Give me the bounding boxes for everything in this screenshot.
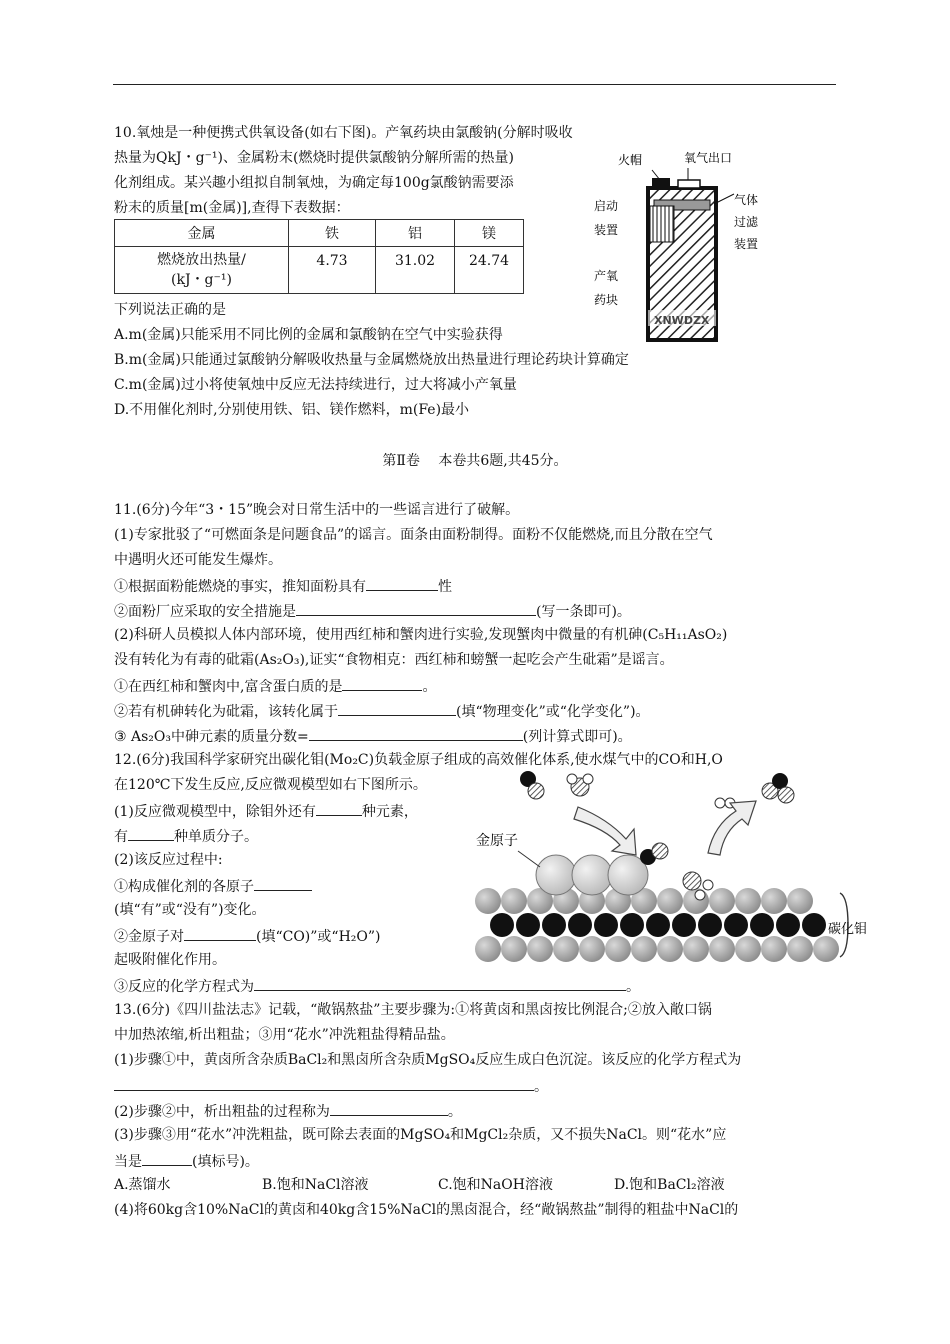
table-cell: 24.74: [455, 247, 524, 294]
q11-1a-suffix: 性: [438, 579, 452, 595]
q13-line-1: 13.(6分)《四川盐法志》记载，“敞锅熬盐”主要步骤为:①将黄卤和黑卤按比例混合;②放入敞口锅: [114, 1002, 712, 1018]
q12-line-3: [114, 801, 418, 821]
answer-blank[interactable]: [142, 1151, 192, 1166]
q13-option-d: D.饱和BaCl₂溶液: [614, 1177, 725, 1193]
header-rule: [113, 84, 836, 85]
q11-line-7: 没有转化为有毒的砒霜(As₂O₃),证实“食物相克：西红柿和螃蟹一起吃会产生砒霜”是谣言。: [114, 652, 674, 668]
q12-line-1: 12.(6分)我国科学家研究出碳化钼(Mo₂C)负载金原子组成的高效催化体系,使水煤气中的CO和H,O: [114, 752, 723, 768]
q13-line-4: [114, 1076, 548, 1096]
q10-option-c: C.m(金属)过小将使氧烛中反应无法持续进行，过大将减小产氧量: [114, 377, 517, 393]
row-label-line-1: 燃烧放出热量/: [157, 252, 246, 268]
label-cap: 火帽: [618, 153, 643, 167]
q12-line-2: 在120℃下发生反应,反应微观模型如右下图所示。: [114, 777, 427, 793]
q11-1b-suffix: (写一条即可)。: [536, 604, 631, 620]
q10-option-a: A.m(金属)只能采用不同比例的金属和氯酸钠在空气中实验获得: [114, 327, 503, 343]
q12-1-suffix: 种元素，: [361, 804, 418, 820]
table-header-cell: 金属: [115, 220, 289, 247]
q12-2c-suffix: 。: [626, 979, 640, 995]
q11-2b-suffix: (填“物理变化”或“化学变化”)。: [456, 704, 650, 720]
q13-2-suffix: 。: [447, 1104, 462, 1120]
arrow-out-icon: [708, 801, 756, 855]
q12-2a-text: ①构成催化剂的各原子: [114, 879, 254, 895]
label-gas: 气体: [734, 193, 759, 207]
q12-line-9: 起吸附催化作用。: [114, 952, 226, 968]
oxygen-candle-diagram: [588, 146, 784, 346]
q11-line-1: 11.(6分)今年“3・15”晚会对日常生活中的一些谣言进行了破解。: [114, 502, 520, 518]
answer-blank[interactable]: [184, 926, 256, 941]
q11-line-4: [114, 576, 452, 596]
answer-blank[interactable]: [330, 1101, 448, 1116]
label-produce: 产氧: [594, 269, 619, 283]
q11-line-6: (2)科研人员模拟人体内部环境，使用西红柿和蟹肉进行实验,发现蟹肉中微量的有机砷(C₅H₁₁AsO₂): [114, 627, 728, 643]
arrow-in-icon: [574, 807, 636, 855]
q13-2-text: (2)步骤②中，析出粗盐的过程称为: [114, 1104, 330, 1120]
answer-blank[interactable]: [254, 876, 312, 891]
label-gold-atom: 金原子: [476, 833, 518, 849]
catalyst-diagram: [468, 767, 884, 973]
q11-line-9: [114, 701, 650, 721]
answer-blank[interactable]: [342, 676, 422, 691]
table-cell: 4.73: [289, 247, 376, 294]
q13-option-b: B.饱和NaCl溶液: [262, 1177, 369, 1193]
q12-2b-suffix: (填“CO)”或“H₂O”): [256, 929, 381, 945]
q11-1b-text: ②面粉厂应采取的安全措施是: [114, 604, 296, 620]
q12-1b-suffix: 种单质分子。: [174, 829, 258, 845]
q10-option-b: B.m(金属)只能通过氯酸钠分解吸收热量与金属燃烧放出热量进行理论药块计算确定: [114, 352, 629, 368]
q11-line-2: (1)专家批驳了“可燃面条是问题食品”的谣言。面条由面粉制得。面粉不仅能燃烧,而且分散在空气: [114, 527, 713, 543]
watermark: XNWDZX: [654, 314, 710, 327]
label-oxygen-outlet: 氧气出口: [684, 151, 733, 165]
q12-2c-text: ③反应的化学方程式为: [114, 979, 254, 995]
q13-option-a: A.蒸馏水: [114, 1177, 171, 1193]
table-header-row: [115, 220, 524, 247]
q12-2b-text: ②金原子对: [114, 929, 184, 945]
label-start: 启动: [594, 199, 619, 213]
q13-1-suffix: 。: [534, 1079, 548, 1095]
q11-line-8: [114, 676, 436, 696]
metal-heat-table: [114, 219, 524, 294]
answer-blank[interactable]: [366, 576, 438, 591]
q13-line-7: [114, 1151, 259, 1171]
q13-line-8: (4)将60kg含10%NaCl的黄卤和40kg含15%NaCl的黑卤混合，经“敞锅熬盐”制得的粗盐中NaCl的: [114, 1202, 739, 1218]
q12-line-4: [114, 826, 258, 846]
q13-line-3: (1)步骤①中，黄卤所含杂质BaCl₂和黑卤所含杂质MgSO₄反应生成白色沉淀。该反应的化学方程式为: [114, 1052, 742, 1068]
q12-line-6: [114, 876, 312, 896]
label-block: 药块: [594, 293, 619, 307]
q10-line-2: 热量为QkJ・g⁻¹)、金属粉末(燃烧时提供氯酸钠分解所需的热量): [114, 150, 514, 166]
q10-prompt: 下列说法正确的是: [114, 302, 226, 318]
table-header-cell: 镁: [455, 220, 524, 247]
substrate-row-3: [475, 936, 839, 962]
q11-2a-text: ①在西红柿和蟹肉中,富含蛋白质的是: [114, 679, 343, 695]
answer-blank[interactable]: [309, 726, 523, 741]
q12-line-8: [114, 926, 381, 946]
q11-line-3: 中遇明火还可能发生爆炸。: [114, 552, 282, 568]
q13-options: [114, 1176, 725, 1194]
label-device: 装置: [594, 223, 619, 237]
section-title: 第Ⅱ卷 本卷共6题,共45分。: [382, 453, 568, 469]
q12-line-5: (2)该反应过程中:: [114, 852, 223, 868]
q11-2c-text: ③ As₂O₃中砷元素的质量分数=: [114, 729, 309, 745]
q12-line-7: (填“有”或“没有”)变化。: [114, 902, 266, 918]
catalyst-figure: [468, 767, 884, 973]
q13-line-5: [114, 1101, 462, 1121]
substrate-row-1: [475, 888, 813, 914]
q11-2b-text: ②若有机砷转化为砒霜，该转化属于: [114, 704, 338, 720]
q12-1-text: (1)反应微观模型中，除钼外还有: [114, 804, 316, 820]
q13-line-2: 中加热浓缩,析出粗盐；③用“花水”冲洗粗盐得精品盐。: [114, 1027, 455, 1043]
q10-option-d: D.不用催化剂时,分别使用铁、铝、镁作燃料，m(Fe)最小: [114, 402, 470, 418]
q12-line-10: [114, 976, 640, 996]
answer-blank[interactable]: [254, 976, 626, 991]
q11-line-5: [114, 601, 631, 621]
label-molybdenum-carbide: 碳化钼: [828, 922, 868, 937]
q10-line-4: 粉末的质量[m(金属)],查得下表数据：: [114, 200, 350, 216]
table-row-label: [115, 247, 289, 294]
q10-line-1: 10.氧烛是一种便携式供氧设备(如右下图)。产氧药块由氯酸钠(分解时吸收: [114, 125, 573, 141]
q13-3-suffix: (填标号)。: [192, 1154, 259, 1170]
table-header-cell: 铝: [376, 220, 455, 247]
q10-line-3: 化剂组成。某兴趣小组拟自制氧烛，为确定每100g氯酸钠需要添: [114, 175, 514, 191]
label-device2: 装置: [734, 237, 759, 251]
q12-1b-text: 有: [114, 829, 128, 845]
oxygen-candle-figure: [588, 146, 784, 346]
q13-3-text: 当是: [114, 1154, 142, 1170]
table-row: [115, 247, 524, 294]
row-label-line-2: (kJ・g⁻¹): [171, 272, 232, 288]
table-cell: 31.02: [376, 247, 455, 294]
q13-line-6: (3)步骤③用“花水”冲洗粗盐，既可除去表面的MgSO₄和MgCl₂杂质，又不损失NaCl。则“花水”应: [114, 1127, 727, 1143]
answer-blank[interactable]: [128, 826, 174, 841]
table-header-cell: 铁: [289, 220, 376, 247]
q11-2a-suffix: 。: [422, 679, 437, 695]
q11-1a-text: ①根据面粉能燃烧的事实，推知面粉具有: [114, 579, 366, 595]
substrate-row-2: [490, 913, 826, 937]
answer-blank[interactable]: [114, 1076, 534, 1091]
answer-blank[interactable]: [296, 601, 536, 616]
answer-blank[interactable]: [316, 801, 362, 816]
q13-option-c: C.饱和NaOH溶液: [438, 1177, 553, 1193]
label-filter: 过滤: [734, 215, 759, 229]
answer-blank[interactable]: [338, 701, 456, 716]
q11-line-10: [114, 726, 632, 746]
gold-atoms: [536, 855, 648, 895]
q11-2c-suffix: (列计算式即可)。: [522, 729, 632, 745]
